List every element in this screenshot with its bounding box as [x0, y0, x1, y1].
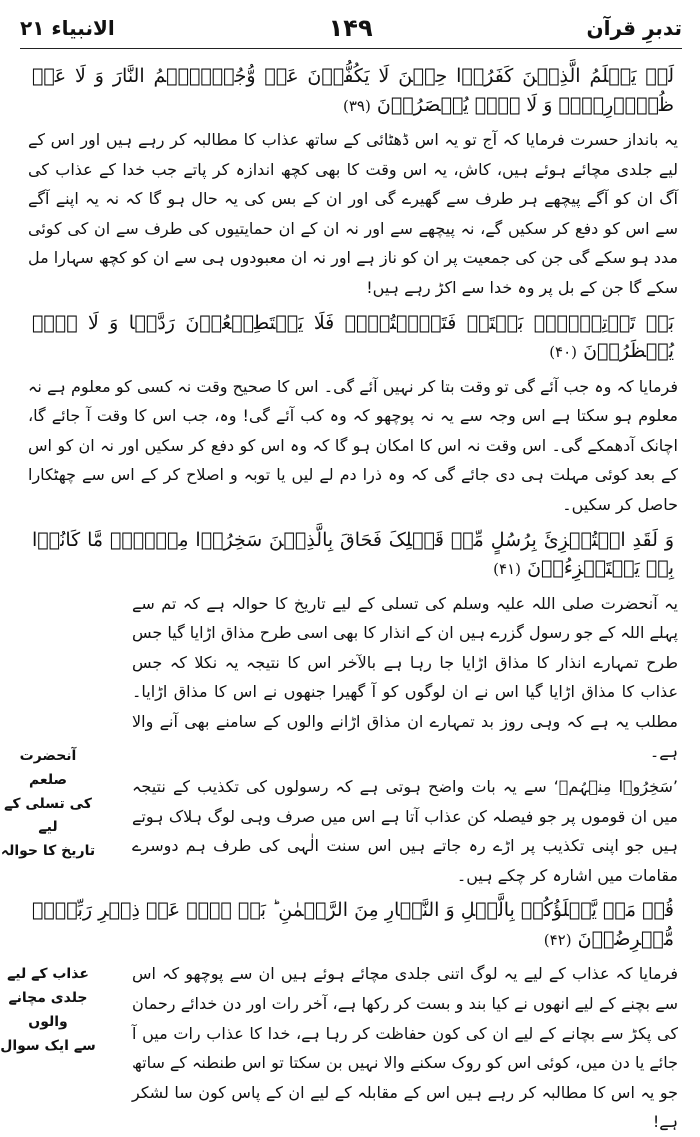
page-body: [0, 60, 686, 1132]
margin-note-line: آنحضرت صلعم: [19, 748, 77, 788]
verse-number: (۳۹): [343, 96, 371, 115]
margin-note-line: جلدی مچانے والوں: [8, 990, 88, 1031]
verse-41: [32, 526, 674, 583]
margin-note-line: عذاب کے لیے: [7, 966, 89, 983]
commentary-42-block: [0, 959, 686, 1137]
commentary-40: فرمایا کہ وہ جب آئے گی تو وقت بتا کر نہیں آئے گی۔ اس کا صحیح وقت نہ کسی کو معلوم ہے نہ معلوم ہو سکتا ہے اس وجہ سے یہ نہ پوچھو کہ وہ کب آئے گی! وہ، جب اس کا وقت آ جائے گا، اچانک آدھمکے گی۔ اس وقت نہ اس کا امکان ہو گا کہ وہ اس کو دفع کر سکیں اور نہ ان کو اس کے بعد کوئی مہلت ہی دی جائے گی کہ وہ ذرا دم لے لیں یا توبہ و اصلاح کر کے اس سے چھٹکارا حاصل کر سکیں۔: [28, 376, 678, 514]
verse-number: (۴۱): [493, 560, 522, 579]
verse-40: [32, 309, 674, 366]
commentary-42: فرمایا کہ عذاب کے لیے یہ لوگ اتنی جلدی مچائے ہوئے ہیں ان سے پوچھو کہ اس سے بچنے کے لیے انھوں نے کیا بند و بست کر رکھا ہے، آخر رات اور دن خدائے رحمان کی پکڑ سے بچانے کے لیے ان کی کون حفاظت کر رہا ہے، خدا کا عذاب رات میں آ جائے یا دن میں، کوئی اس کو روک سکنے والا نہیں بن سکتا تو اس طنطنہ کے ساتھ جو یہ اس کا مطالبہ کر رہے ہیں اس کے مقابلہ کے لیے ان کے پاس کون سا لشکر ہے!: [132, 964, 678, 1132]
commentary-41-b: ’سَخِرُوۡا مِنۡہُمۡ‘ سے یہ بات واضح ہوتی ہے کہ رسولوں کی تکذیب کے نتیجہ میں ان قوموں پر جو فیصلہ کن عذاب آتا ہے اس میں صرف وہی لوگ ہلاک ہوتے ہیں جو اپنی تکذیب پر اڑے رہ جاتے ہیں اس سنت الٰہی کی طرف ہم دوسرے مقامات میں اشارہ کر چکے ہیں۔: [132, 777, 678, 885]
page-number: ۱۴۹: [328, 14, 373, 42]
verse-39: [32, 62, 674, 119]
page-header: [20, 8, 682, 49]
verse-42: [32, 896, 674, 953]
margin-note-line: کی تسلی کے لیے: [4, 795, 92, 836]
verse-text: لَوۡ یَعۡلَمُ الَّذِیۡنَ کَفَرُوۡا حِیۡنَ لَا یَکُفُّوۡنَ عَنۡ وُّجُوۡہِہِمُ النَّارَ وَ لَا عَنۡ ظُہُوۡرِہِمۡ وَ لَا ہُمۡ یُنۡصَرُوۡنَ: [32, 65, 674, 116]
verse-text: بَلۡ تَاۡتِیۡہِمۡ بَغۡتَۃً فَتَبۡہَتُہُمۡ فَلَا یَسۡتَطِیۡعُوۡنَ رَدَّہَا وَ لَا ہُمۡ یُنۡظَرُوۡنَ: [32, 311, 674, 363]
surah-reference: الانبیاء ۲۱: [20, 16, 115, 40]
commentary-41-a: یہ آنحضرت صلی اللہ علیہ وسلم کی تسلی کے لیے تاریخ کا حوالہ ہے کہ تم سے پہلے اللہ کے جو رسول گزرے ہیں ان کے انذار کا بھی اسی طرح مذاق اڑایا گیا جس طرح تمہارے انذار کا مذاق اڑایا جا رہا ہے بالآخر اس کا نتیجہ یہ نکلا کہ جس عذاب کا مذاق اڑایا گیا اس نے ان لوگوں کو آ گھیرا جنھوں نے اس کا مذاق اڑایا۔ مطلب یہ ہے کہ وہی روز بد تمہارے ان مذاق اڑانے والوں کے سامنے بھی آنے والا ہے۔: [132, 593, 678, 761]
verse-number: (۴۲): [543, 930, 572, 949]
margin-note-line: سے ایک سوال: [0, 1037, 96, 1054]
commentary-39: یہ بانداز حسرت فرمایا کہ آج تو یہ اس ڈھٹائی کے ساتھ عذاب کا مطالبہ کر رہے ہیں اور اس کے لیے جلدی مچائے ہوئے ہیں، کاش، یہ اس وقت کا بھی کچھ اندازہ کر پاتے جب خدا کے عذاب کی آگ ان کو آگے پیچھے ہر طرف سے گھیرے گی اور ان کے بس کی یہ حال ہو گا کہ نہ یہ اپنے آگے سے اس کو دفع کر سکیں گے، نہ پیچھے سے اور نہ ان کے ان حمایتیوں کی طرف سے ان کی کوئی مدد ہو سکے گی جن کی جمعیت پر ان کو ناز ہے اور نہ ان معبودوں ہی سے ان کو کچھ سہارا مل سکے گا جن کے بل پر وہ خدا سے اکڑ رہے ہیں!: [28, 130, 678, 297]
margin-note-question-text: [0, 963, 96, 1058]
verse-number: (۴۰): [549, 343, 578, 362]
margin-note-line: تاریخ کا حوالہ: [0, 843, 96, 860]
verse-text: وَ لَقَدِ اسۡتُہۡزِئَ بِرُسُلٍ مِّنۡ قَبۡلِکَ فَحَاقَ بِالَّذِیۡنَ سَخِرُوۡا مِنۡہُمۡ مَّا کَانُوۡا بِہٖ یَسۡتَہۡزِءُوۡنَ: [32, 528, 674, 580]
verse-text: قُلۡ مَنۡ یَّکۡلَؤُکُمۡ بِالَّیۡلِ وَ النَّہَارِ مِنَ الرَّحۡمٰنِ ؕ بَلۡ ہُمۡ عَنۡ ذِکۡرِ رَبِّہِمۡ مُّعۡرِضُوۡنَ: [32, 899, 674, 950]
book-title: تدبرِ قرآن: [586, 16, 682, 40]
